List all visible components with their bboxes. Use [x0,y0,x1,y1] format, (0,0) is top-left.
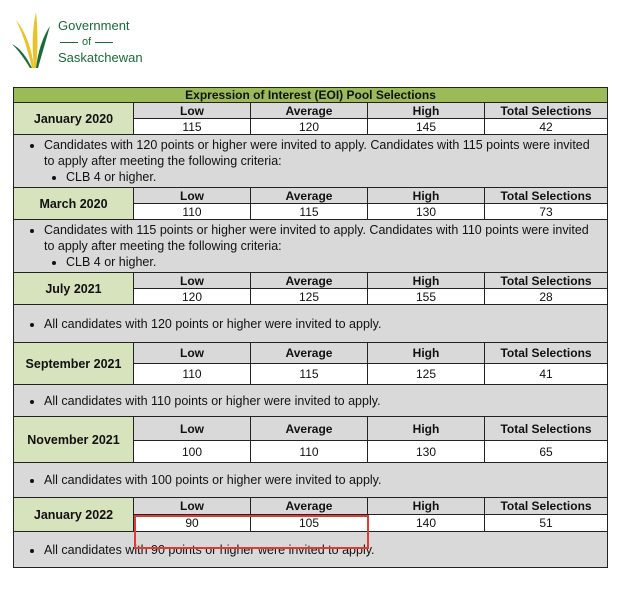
column-header: High [368,188,485,204]
section-note [14,305,608,343]
value-cell: 105 [251,515,368,532]
value-cell: 110 [134,204,251,220]
value-cell: 125 [251,289,368,305]
section-date: March 2020 [14,188,134,220]
column-header: High [368,498,485,515]
column-header: Total Selections [485,498,608,515]
column-header: High [368,417,485,441]
column-header: Total Selections [485,273,608,289]
value-cell: 120 [134,289,251,305]
value-cell: 65 [485,441,608,463]
column-header: Average [251,343,368,364]
logo-line-saskatchewan: Saskatchewan [58,50,143,65]
note-text: Candidates with 120 points or higher were invited to apply. Candidates with 115 points were invited to apply after meeting the following criteria: [44,138,590,168]
section-note [14,532,608,568]
column-header: Total Selections [485,103,608,119]
column-header: High [368,103,485,119]
column-header: Low [134,343,251,364]
column-header: Average [251,273,368,289]
table-title: Expression of Interest (EOI) Pool Selections [14,88,608,103]
section-date: September 2021 [14,343,134,385]
column-header: Low [134,498,251,515]
column-header: Low [134,417,251,441]
column-header: Average [251,498,368,515]
section-date: July 2021 [14,273,134,305]
value-cell: 100 [134,441,251,463]
note-text: Candidates with 115 points or higher were invited to apply. Candidates with 110 points were invited to apply after meeting the following criteria: [44,223,589,253]
value-cell: 115 [251,364,368,385]
value-cell: 125 [368,364,485,385]
value-cell: 41 [485,364,608,385]
column-header: Low [134,188,251,204]
value-cell: 115 [251,204,368,220]
logo-line-of: of [82,36,92,48]
column-header: Low [134,103,251,119]
value-cell: 130 [368,441,485,463]
section-note [14,135,608,188]
note-text: All candidates with 90 points or higher were invited to apply. [44,542,375,557]
note-text: All candidates with 110 points or higher were invited to apply. [44,393,381,408]
section-date: January 2020 [14,103,134,135]
value-cell: 115 [134,119,251,135]
value-cell: 51 [485,515,608,532]
criteria-item: • CLB 4 or higher. [66,254,601,270]
section-note [14,463,608,498]
column-header: Average [251,103,368,119]
section-date: November 2021 [14,417,134,463]
column-header: Total Selections [485,417,608,441]
column-header: Total Selections [485,188,608,204]
section-note [14,385,608,417]
criteria-item: • CLB 4 or higher. [66,169,601,185]
value-cell: 145 [368,119,485,135]
value-cell: 130 [368,204,485,220]
note-text: All candidates with 120 points or higher were invited to apply. [44,316,382,331]
note-text: All candidates with 100 points or higher were invited to apply. [44,473,382,487]
value-cell: 90 [134,515,251,532]
value-cell: 110 [134,364,251,385]
value-cell: 140 [368,515,485,532]
section-date: January 2022 [14,498,134,532]
value-cell: 155 [368,289,485,305]
value-cell: 42 [485,119,608,135]
wheat-sheaf-icon [10,6,56,72]
value-cell: 110 [251,441,368,463]
logo-line-government: Government [58,18,130,33]
value-cell: 28 [485,289,608,305]
eoi-selections-table [13,87,608,568]
column-header: Low [134,273,251,289]
column-header: Average [251,417,368,441]
value-cell: 120 [251,119,368,135]
column-header: Total Selections [485,343,608,364]
section-note [14,220,608,273]
government-logo [10,6,210,78]
column-header: High [368,273,485,289]
column-header: High [368,343,485,364]
value-cell: 73 [485,204,608,220]
column-header: Average [251,188,368,204]
